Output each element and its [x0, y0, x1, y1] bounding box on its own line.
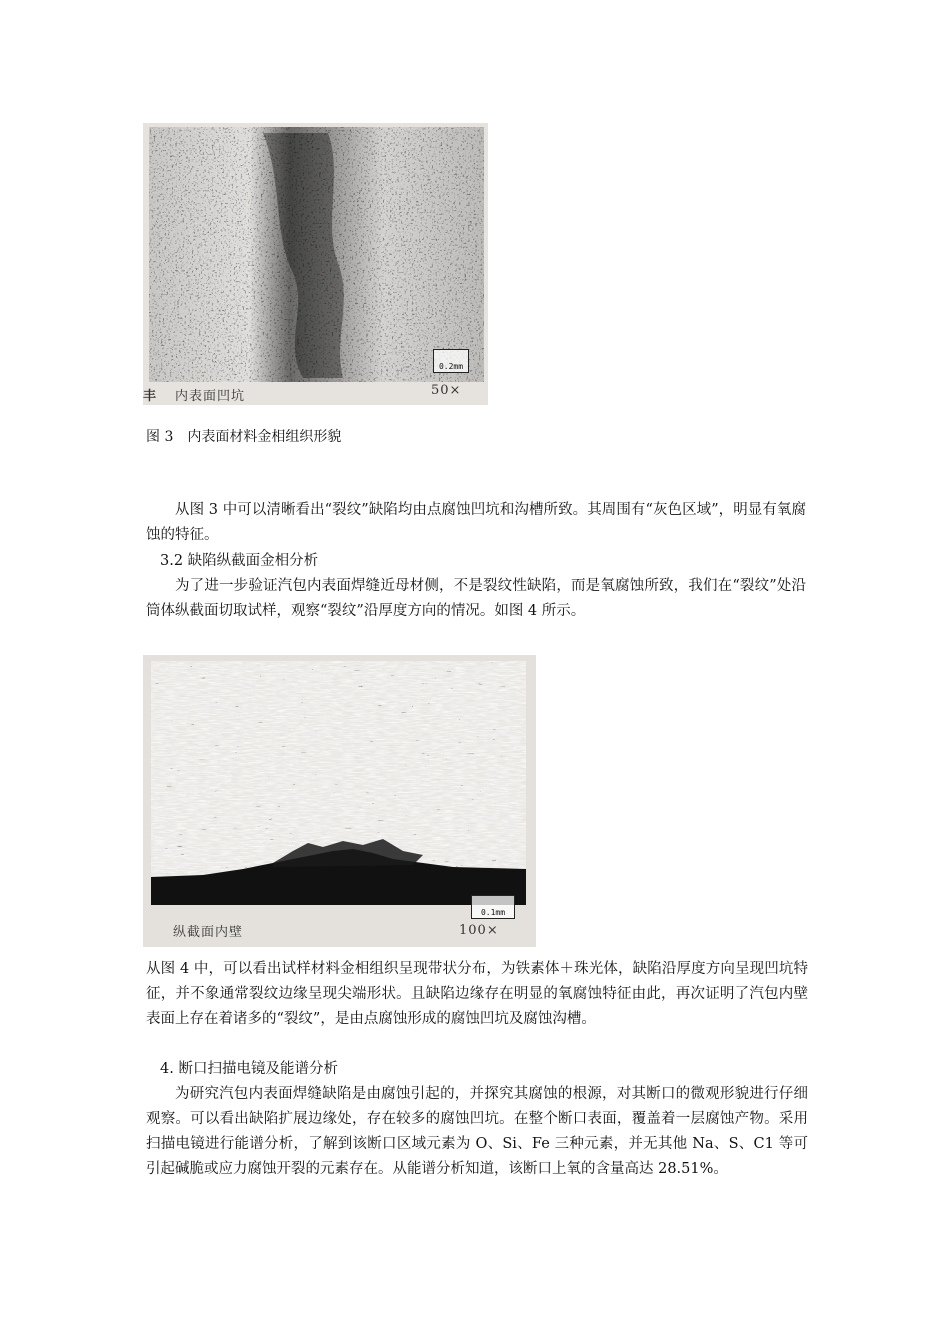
figure-3-image-label: 内表面凹坑	[175, 389, 246, 404]
figure-3-micrograph	[143, 123, 488, 405]
figure-3-magnification: 50×	[431, 383, 462, 398]
figure-3-margin-mark: 丰	[143, 389, 158, 404]
paragraph-4: 为研究汽包内表面焊缝缺陷是由腐蚀引起的，并探究其腐蚀的根源，对其断口的微观形貌进行仔细观察。可以看出缺陷扩展边缘处，存在较多的腐蚀凹坑。在整个断口表面，覆盖着一层腐蚀产物。采用扫描电镜进行能谱分析，了解到该断口区域元素为 O、Si、Fe 三种元素，并无其他 Na、S、C1 等可引起碱脆或应力腐蚀开裂的元素存在。从能谱分析知道，该断口上氧的含量高达 28.51%。	[146, 1086, 808, 1177]
section-heading-3-2: 3.2 缺陷纵截面金相分析	[160, 553, 319, 569]
scale-bar-4-label: 0.1mm	[480, 908, 506, 917]
figure-4-micrograph	[143, 655, 536, 947]
scale-bar-3	[433, 349, 469, 373]
figure-4-magnification: 100×	[459, 923, 499, 938]
figure-4-image-label: 纵截面内壁	[173, 925, 244, 940]
section-heading-4: 4. 断口扫描电镜及能谱分析	[160, 1061, 338, 1077]
figure-3-caption: 图 3 内表面材料金相组织形貌	[146, 429, 342, 445]
scale-bar-4	[471, 895, 515, 919]
paragraph-2: 为了进一步验证汽包内表面焊缝近母材侧，不是裂纹性缺陷，而是氧腐蚀所致，我们在“裂纹”处沿筒体纵截面切取试样，观察“裂纹”沿厚度方向的情况。如图 4 所示。	[146, 578, 806, 619]
paragraph-3: 从图 4 中，可以看出试样材料金相组织呈现带状分布，为铁素体＋珠光体，缺陷沿厚度方向呈现凹坑特征，并不象通常裂纹边缘呈现尖端形状。且缺陷边缘存在明显的氧腐蚀特征由此，再次证明了汽包内壁表面上存在着诸多的“裂纹”，是由点腐蚀形成的腐蚀凹坑及腐蚀沟槽。	[146, 961, 808, 1027]
scale-bar-3-label: 0.2mm	[438, 362, 464, 371]
paragraph-1: 从图 3 中可以清晰看出“裂纹”缺陷均由点腐蚀凹坑和沟槽所致。其周围有“灰色区域”，明显有氧腐蚀的特征。	[146, 502, 806, 543]
